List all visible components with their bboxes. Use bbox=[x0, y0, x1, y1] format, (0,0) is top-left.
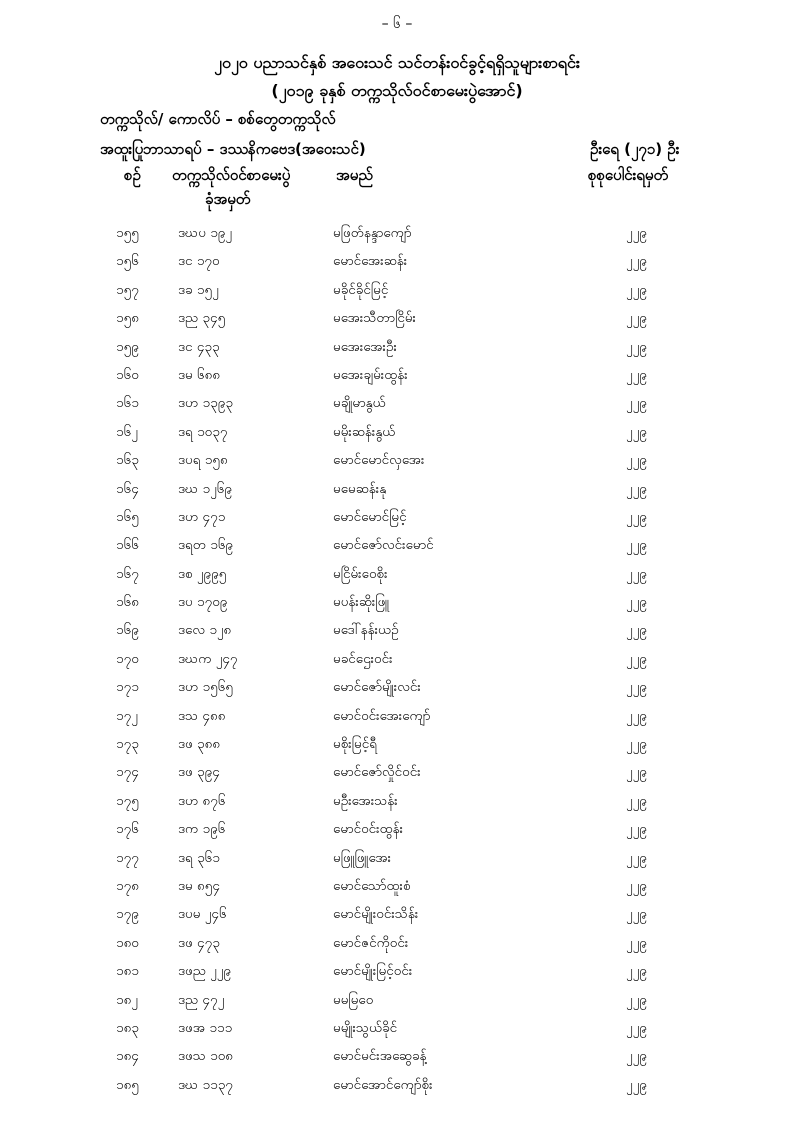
student-name: မမျိုးသွယ်ခိုင် bbox=[333, 1019, 398, 1036]
table-row bbox=[0, 674, 794, 702]
row-number: ၁၈၄ bbox=[116, 1048, 139, 1065]
student-name: မဖြတ်နန္ဒာကျော် bbox=[333, 225, 412, 241]
total-marks: ၂၂၉ bbox=[626, 622, 647, 639]
roll-number: ဒသ ၄၈၈ bbox=[178, 707, 226, 724]
roll-number: ဒမ ၆၈၈ bbox=[178, 366, 221, 383]
table-row bbox=[0, 617, 794, 645]
row-number: ၁၆၃ bbox=[116, 452, 139, 469]
roll-number: ဒရ ၁၀၃၇ bbox=[178, 423, 228, 440]
student-name: မောင်မောင်လှအေး bbox=[333, 452, 425, 469]
total-marks: ၂၂၉ bbox=[626, 736, 647, 753]
row-number: ၁၅၆ bbox=[116, 253, 139, 270]
table-row bbox=[0, 845, 794, 873]
table-row bbox=[0, 362, 794, 390]
row-number: ၁၆၀ bbox=[116, 366, 139, 383]
student-name: မခင်ဌေးဝင်း bbox=[333, 650, 393, 667]
page-number: – ၆ – bbox=[381, 16, 413, 32]
student-name: မမေဆန်းနု bbox=[333, 480, 387, 497]
row-number: ၁၇၇ bbox=[116, 849, 139, 866]
total-count: ဦးရေ (၂၇၁) ဦး bbox=[590, 140, 680, 158]
roll-number: ဒမ ၈၅၄ bbox=[178, 877, 220, 894]
header-name: အမည် bbox=[336, 166, 373, 184]
total-marks: ၂၂၉ bbox=[626, 253, 647, 270]
total-marks: ၂၂၉ bbox=[626, 594, 647, 611]
roll-number: ဒဟ ၁၃၉၃ bbox=[178, 395, 233, 412]
row-number: ၁၆၄ bbox=[116, 480, 139, 497]
table-row bbox=[0, 476, 794, 504]
document-subtitle: (၂၀၁၉ ခုနှစ် တက္ကသိုလ်ဝင်စာမေးပွဲအောင်) bbox=[271, 81, 523, 100]
row-number: ၁၅၈ bbox=[116, 310, 139, 327]
row-number: ၁၇၀ bbox=[116, 650, 139, 667]
student-name: မငြိမ်းဝေစိုး bbox=[333, 565, 388, 582]
row-number: ၁၈၂ bbox=[116, 991, 138, 1008]
table-row bbox=[0, 901, 794, 929]
table-row bbox=[0, 532, 794, 560]
roll-number: ဒဃ ၁၁၃၇ bbox=[178, 1076, 233, 1093]
student-name: မောင်မျိုးဝင်းသိန်း bbox=[333, 906, 419, 923]
roll-number: ဒင ၁၇၀ bbox=[178, 253, 220, 270]
row-number: ၁၇၆ bbox=[116, 821, 139, 838]
roll-number: ဒဟ ၈၇၆ bbox=[178, 792, 226, 809]
roll-number: ဒပရ ၁၅၈ bbox=[178, 452, 228, 469]
table-row bbox=[0, 759, 794, 787]
row-number: ၁၅၇ bbox=[116, 281, 139, 298]
total-marks: ၂၂၉ bbox=[626, 821, 647, 838]
table-row bbox=[0, 447, 794, 475]
row-number: ၁၆၈ bbox=[116, 594, 139, 611]
roll-number: ဒဖသ ၁၀၈ bbox=[178, 1048, 233, 1065]
table-row bbox=[0, 561, 794, 589]
row-number: ၁၅၉ bbox=[116, 338, 139, 355]
roll-number: ဒလေ ၁၂၈ bbox=[178, 622, 232, 639]
total-marks: ၂၂၉ bbox=[626, 707, 647, 724]
total-marks: ၂၂၉ bbox=[626, 1019, 647, 1036]
header-roll-number-line2: ခုံအမှတ် bbox=[205, 190, 251, 208]
roll-number: ဒဖ ၄၇၃ bbox=[178, 934, 220, 951]
roll-number: ဒရ ၃၆၁ bbox=[178, 849, 220, 866]
student-name: မောင်ဝင်းအေးကျော် bbox=[333, 707, 431, 724]
row-number: ၁၇၄ bbox=[116, 764, 139, 781]
roll-number: ဒဃပ ၁၉၂ bbox=[178, 225, 233, 241]
total-marks: ၂၂၉ bbox=[626, 906, 647, 923]
total-marks: ၂၂၉ bbox=[626, 452, 647, 469]
row-number: ၁၆၂ bbox=[116, 423, 138, 440]
table-row bbox=[0, 987, 794, 1015]
total-marks: ၂၂၉ bbox=[626, 963, 647, 980]
table-row bbox=[0, 589, 794, 617]
row-number: ၁၈၅ bbox=[116, 1076, 139, 1093]
roll-number: ဒပ ၁၇၀၉ bbox=[178, 594, 228, 611]
row-number: ၁၈၀ bbox=[116, 934, 139, 951]
total-marks: ၂၂၉ bbox=[626, 395, 647, 412]
student-name: မပန်းဆိုးဖြူ bbox=[333, 594, 390, 611]
roll-number: ဒဟ ၁၅၆၅ bbox=[178, 679, 233, 696]
table-row bbox=[0, 1072, 794, 1100]
table-row bbox=[0, 873, 794, 901]
table-row bbox=[0, 958, 794, 986]
total-marks: ၂၂၉ bbox=[626, 764, 647, 781]
roll-number: ဒဖည ၂၂၉ bbox=[178, 963, 231, 980]
row-number: ၁၇၃ bbox=[116, 736, 139, 753]
document-title: ၂၀၂၀ ပညာသင်နှစ် အဝေးသင် သင်တန်းဝင်ခွင့်ရရှိသူများစာရင်း bbox=[214, 53, 580, 72]
row-number: ၁၈၁ bbox=[116, 963, 139, 980]
total-marks: ၂၂၉ bbox=[626, 1048, 647, 1065]
student-name: မောင်မင်းအဆွေခန့် bbox=[333, 1048, 427, 1065]
row-number: ၁၆၆ bbox=[116, 537, 139, 554]
table-row bbox=[0, 930, 794, 958]
row-number: ၁၆၉ bbox=[116, 622, 139, 639]
roll-number: ဒခ ၁၅၂ bbox=[178, 281, 219, 298]
student-name: မအေးသီတာငြိမ်း bbox=[333, 310, 416, 327]
roll-number: ဒဟ ၄၇၁ bbox=[178, 508, 226, 525]
roll-number: ဒစ ၂၉၉၅ bbox=[178, 565, 227, 582]
table-row bbox=[0, 390, 794, 418]
table-row bbox=[0, 646, 794, 674]
total-marks: ၂၂၉ bbox=[626, 650, 647, 667]
student-name: မောင်အောင်ကျော်စိုး bbox=[333, 1076, 433, 1093]
total-marks: ၂၂၉ bbox=[626, 679, 647, 696]
table-row bbox=[0, 305, 794, 333]
total-marks: ၂၂၉ bbox=[626, 792, 647, 809]
total-marks: ၂၂၉ bbox=[626, 991, 647, 1008]
student-name: မောင်မောင်မြင့် bbox=[333, 508, 407, 525]
total-marks: ၂၂၉ bbox=[626, 281, 647, 298]
row-number: ၁၇၅ bbox=[116, 792, 139, 809]
row-number: ၁၇၁ bbox=[116, 679, 139, 696]
roll-number: ဒပမ ၂၄၆ bbox=[178, 906, 227, 923]
total-marks: ၂၂၉ bbox=[626, 423, 647, 440]
student-name: မောင်ဇင်ကိုဝင်း bbox=[333, 934, 409, 951]
total-marks: ၂၂၉ bbox=[626, 480, 647, 497]
roll-number: ဒဖ ၃၈၈ bbox=[178, 736, 221, 753]
total-marks: ၂၂၉ bbox=[626, 366, 647, 383]
total-marks: ၂၂၉ bbox=[626, 934, 647, 951]
table-row bbox=[0, 788, 794, 816]
row-number: ၁၆၁ bbox=[116, 395, 139, 412]
roll-number: ဒင ၄၃၃ bbox=[178, 338, 220, 355]
student-name: မဖြူဖြူအေး bbox=[333, 849, 392, 866]
row-number: ၁၆၅ bbox=[116, 508, 139, 525]
student-name: မောင်ဇော်လင်းမောင် bbox=[333, 537, 434, 554]
student-name: မဒေါ်နန်းယဉ် bbox=[333, 622, 399, 639]
table-row bbox=[0, 1015, 794, 1043]
table-row bbox=[0, 419, 794, 447]
student-name: မောင်ဇော်လှိုင်ဝင်း bbox=[333, 764, 421, 781]
roll-number: ဒက ၁၉၆ bbox=[178, 821, 226, 838]
table-row bbox=[0, 1043, 794, 1071]
roll-number: ဒဖအ ၁၁၁ bbox=[178, 1019, 233, 1036]
roll-number: ဒည ၃၄၅ bbox=[178, 310, 226, 327]
student-name: မောင်ဝင်းထွန်း bbox=[333, 821, 404, 838]
major-line: အထူးပြုဘာသာရပ် – ဒဿနိကဗေဒ(အဝေးသင်) bbox=[100, 140, 366, 158]
total-marks: ၂၂၉ bbox=[626, 877, 647, 894]
student-name: မဦးအေးသန်း bbox=[333, 792, 398, 809]
table-row bbox=[0, 504, 794, 532]
total-marks: ၂၂၉ bbox=[626, 310, 647, 327]
student-list bbox=[0, 220, 794, 1100]
student-name: မောင်မျိုးမြင့်ဝင်း bbox=[333, 963, 413, 980]
total-marks: ၂၂၉ bbox=[626, 849, 647, 866]
student-name: မောင်ဇော်မျိုးလင်း bbox=[333, 679, 421, 696]
student-name: မအေးချမ်းထွန်း bbox=[333, 366, 408, 383]
student-name: မမမြဝေ bbox=[333, 991, 374, 1008]
row-number: ၁၇၉ bbox=[116, 906, 139, 923]
row-number: ၁၅၅ bbox=[116, 225, 139, 241]
total-marks: ၂၂၉ bbox=[626, 225, 647, 241]
student-name: မောင်အေးဆန်း bbox=[333, 253, 408, 270]
total-marks: ၂၂၉ bbox=[626, 565, 647, 582]
roll-number: ဒဖ ၃၉၄ bbox=[178, 764, 220, 781]
student-name: မမိုးဆန်းနွယ် bbox=[333, 423, 396, 440]
roll-number: ဒဃ ၁၂၆၉ bbox=[178, 480, 232, 497]
roll-number: ဒဃက ၂၄၇ bbox=[178, 650, 238, 667]
student-name: မအေးအေးဦး bbox=[333, 338, 397, 355]
row-number: ၁၆၇ bbox=[116, 565, 139, 582]
roll-number: ဒရတ ၁၆၉ bbox=[178, 537, 234, 554]
total-marks: ၂၂၉ bbox=[626, 508, 647, 525]
header-no: စဉ် bbox=[124, 166, 141, 184]
table-row bbox=[0, 248, 794, 276]
row-number: ၁၈၃ bbox=[116, 1019, 139, 1036]
roll-number: ဒည ၄၇၂ bbox=[178, 991, 225, 1008]
header-roll-number: တက္ကသိုလ်ဝင်စာမေးပွဲ bbox=[172, 166, 291, 184]
university-line: တက္ကသိုလ်/ ကောလိပ် – စစ်တွေတက္ကသိုလ် bbox=[100, 110, 336, 128]
row-number: ၁၇၂ bbox=[116, 707, 138, 724]
student-name: မခိုင်ခိုင်မြင့် bbox=[333, 281, 389, 298]
table-row bbox=[0, 703, 794, 731]
table-row bbox=[0, 816, 794, 844]
total-marks: ၂၂၉ bbox=[626, 338, 647, 355]
table-row bbox=[0, 277, 794, 305]
total-marks: ၂၂၉ bbox=[626, 1076, 647, 1093]
student-name: မစိုးမြင့်ရီ bbox=[333, 736, 377, 753]
table-row bbox=[0, 731, 794, 759]
student-name: မောင်သော်ထူးစံ bbox=[333, 877, 411, 894]
table-row bbox=[0, 220, 794, 248]
table-row bbox=[0, 334, 794, 362]
header-total-marks: စုစုပေါင်းရမှတ် bbox=[588, 166, 669, 184]
student-name: မချိုမာနွယ် bbox=[333, 395, 386, 412]
row-number: ၁၇၈ bbox=[116, 877, 139, 894]
total-marks: ၂၂၉ bbox=[626, 537, 647, 554]
